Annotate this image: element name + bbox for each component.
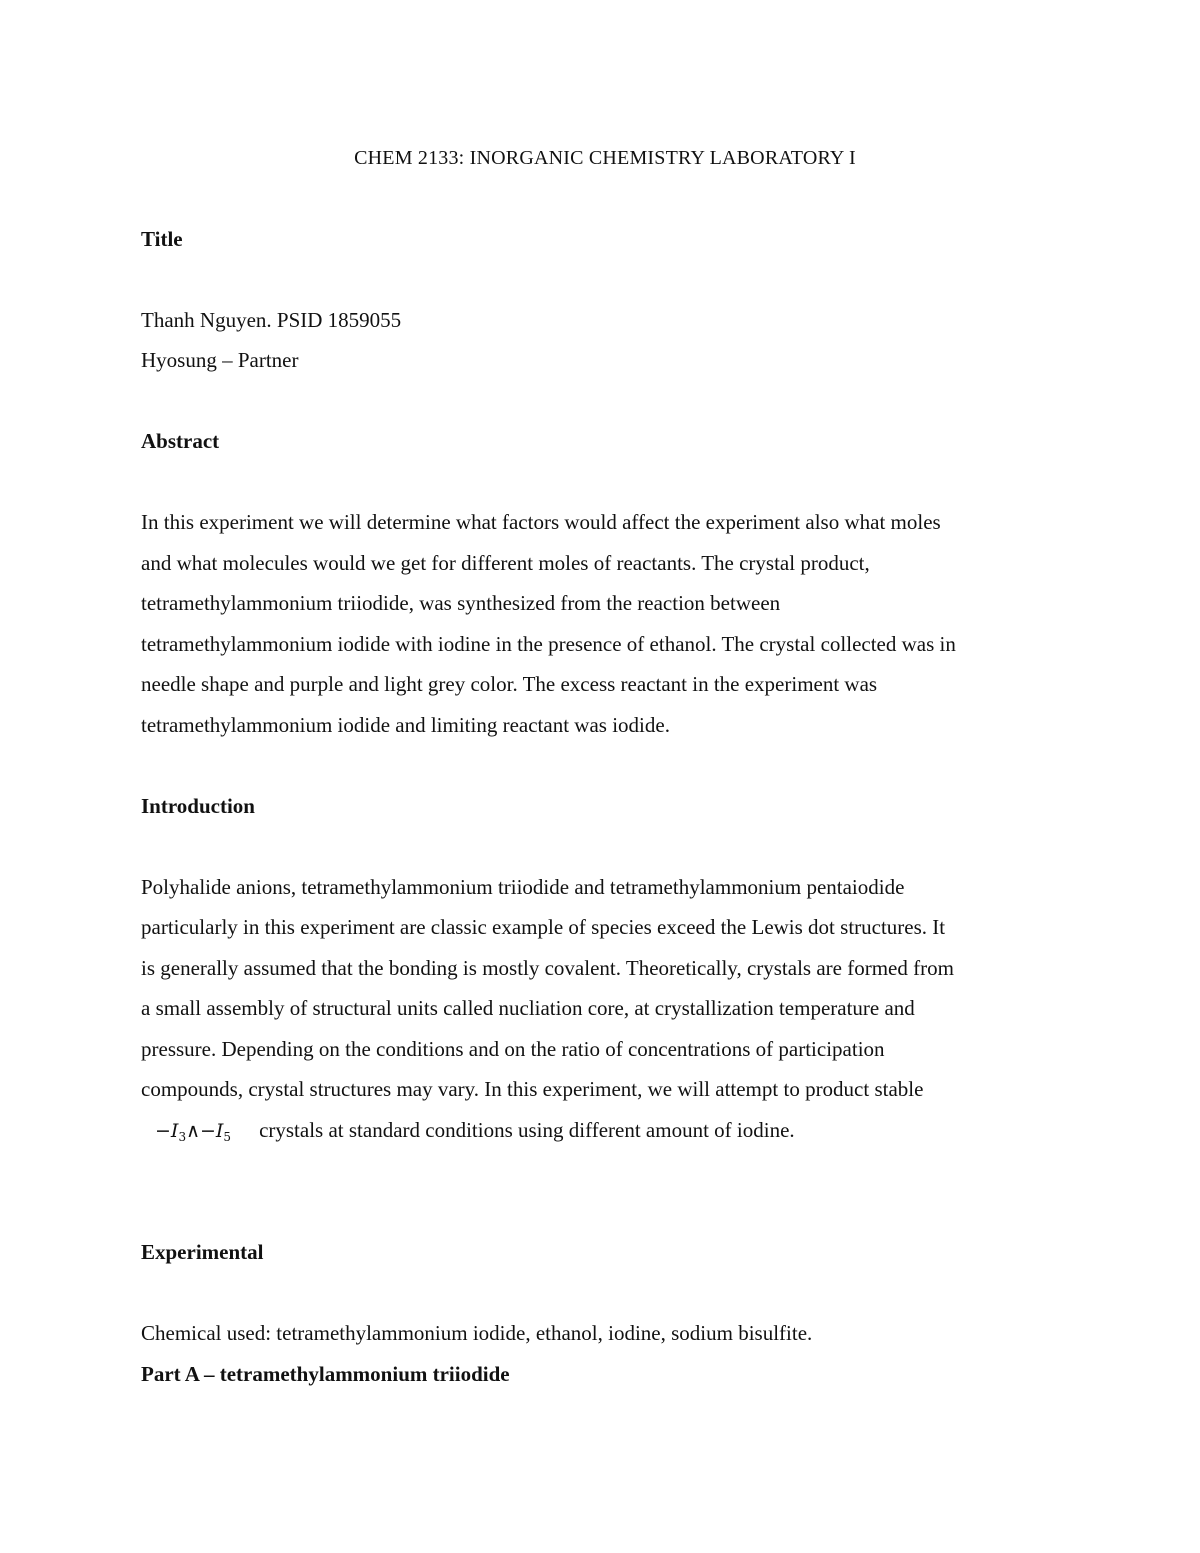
chemicals-used-line: Chemical used: tetramethylammonium iodide, ethanol, iodine, sodium bisulfite.	[141, 1321, 813, 1345]
abstract-line: tetramethylammonium iodide with iodine in the presence of ethanol. The crystal collected was in	[141, 631, 956, 656]
abstract-line: and what molecules would we get for different moles of reactants. The crystal product,	[141, 550, 870, 575]
abstract-line: tetramethylammonium triiodide, was synthesized from the reaction between	[141, 591, 781, 615]
abstract-line: tetramethylammonium iodide and limiting reactant was iodide.	[141, 712, 670, 737]
title-heading: Title	[141, 226, 183, 251]
author-line: Thanh Nguyen. PSID 1859055	[141, 307, 402, 332]
introduction-line: particularly in this experiment are classic example of species exceed the Lewis dot structures. It	[141, 915, 946, 939]
abstract-paragraph	[141, 502, 1061, 745]
abstract-line: In this experiment we will determine what factors would affect the experiment also what moles	[141, 510, 941, 534]
abstract-line: needle shape and purple and light grey color. The excess reactant in the experiment was	[141, 672, 878, 696]
introduction-line: pressure. Depending on the conditions and on the ratio of concentrations of participation	[141, 1036, 885, 1061]
triiodide-pentaiodide-formula	[141, 1111, 231, 1152]
introduction-paragraph	[141, 867, 1061, 1152]
formula-minus: −	[155, 1119, 171, 1142]
abstract-heading: Abstract	[141, 429, 220, 453]
partner-line: Hyosung – Partner	[141, 348, 299, 372]
part-a-heading: Part A – tetramethylammonium triiodide	[141, 1361, 510, 1386]
course-title: CHEM 2133: INORGANIC CHEMISTRY LABORATORY I	[354, 147, 856, 169]
experimental-heading: Experimental	[141, 1240, 264, 1264]
introduction-formula-line	[141, 1110, 1061, 1152]
introduction-line: is generally assumed that the bonding is mostly covalent. Theoretically, crystals are formed from	[141, 955, 954, 980]
document-body	[141, 138, 1061, 1394]
introduction-last-line: crystals at standard conditions using different amount of iodine.	[259, 1117, 795, 1142]
formula-iodine-symbol: I	[170, 1119, 179, 1142]
introduction-line: Polyhalide anions, tetramethylammonium triiodide and tetramethylammonium pentaiodide	[141, 874, 905, 899]
formula-connector: ∧−	[186, 1119, 216, 1142]
introduction-line: compounds, crystal structures may vary. In this experiment, we will attempt to product stable	[141, 1077, 924, 1101]
formula-iodine-symbol: I	[215, 1119, 224, 1142]
introduction-line: a small assembly of structural units called nucliation core, at crystallization temperature and	[141, 996, 915, 1020]
formula-subscript: 3	[178, 1129, 187, 1144]
introduction-heading: Introduction	[141, 793, 255, 818]
formula-subscript: 5	[223, 1129, 232, 1144]
